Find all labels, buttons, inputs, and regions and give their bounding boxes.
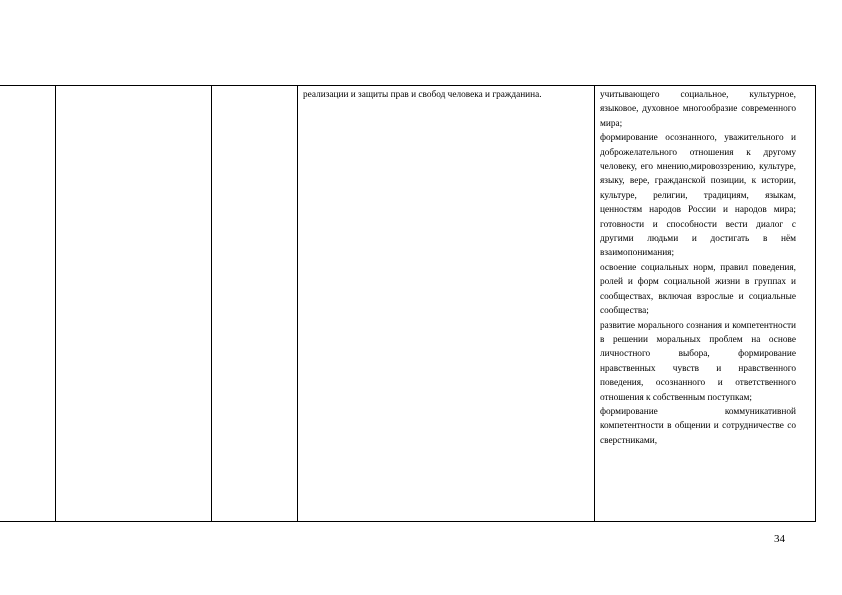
column-divider [55,86,56,521]
column-divider [297,86,298,521]
column-divider [211,86,212,521]
content-table [0,85,816,522]
table-cell-personal-results [600,88,796,448]
paragraph: формирование осознанного, уважительного и доброжелательного отношения к другому человеку, его мнению,мировоззрению, культуре, языку, вере, гражданской позиции, к истории, культуре, религии, традициям, языкам, ценностям народов России и народов мира; готовности и способности вести диалог с другими людьми и достигать в нём взаимопонимания; [600,133,796,259]
column-divider [594,86,595,521]
table-cell-results: реализации и защиты прав и свобод человека и гражданина. [303,90,542,100]
paragraph: формирование коммуникативной компетентности в общении и сотрудничестве со сверстниками, [600,406,796,446]
page-number: 34 [774,533,785,545]
paragraph: учитывающего социальное, культурное, языковое, духовное многообразие современного мира; [600,90,796,129]
paragraph: развитие морального сознания и компетентности в решении моральных проблем на основе личностного выбора, формирование нравственных чувств и нравственного поведения, осознанного и ответственного отношения к собственным поступкам; [600,320,796,403]
paragraph: освоение социальных норм, правил поведения, ролей и форм социальной жизни в группах и сообществах, включая взрослые и социальные сообщества; [600,262,796,317]
